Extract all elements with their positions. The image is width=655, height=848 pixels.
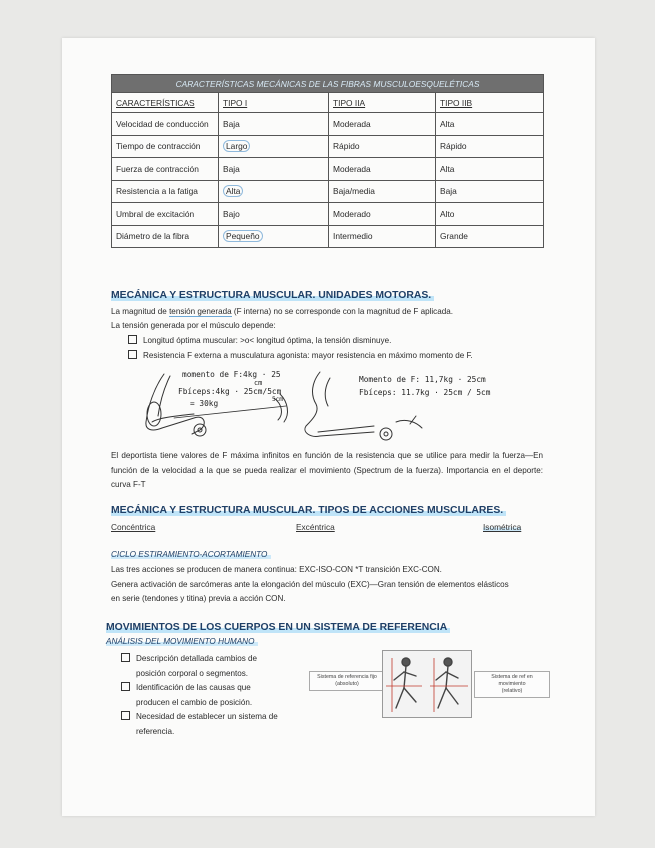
table-cell: Moderado: [329, 203, 436, 226]
list-item: [121, 681, 297, 710]
fiber-characteristics-table: [111, 74, 544, 248]
tension-line: [111, 305, 453, 319]
checkbox-icon: [121, 653, 130, 662]
table-cell: Baja: [436, 180, 544, 203]
table-cell: Resistencia a la fatiga: [112, 180, 219, 203]
runner-illustration: [382, 650, 472, 718]
list-item: [121, 652, 297, 681]
item-text: Descripción detallada cambios de: [136, 654, 258, 663]
activation-line: Genera activación de sarcómeras ante la elongación del músculo (EXC)—Gran tensión de elementos elásticos: [111, 580, 509, 589]
table-cell: Baja: [219, 113, 329, 136]
subheading-text: ANÁLISIS DEL MOVIMIENTO HUMANO: [106, 637, 258, 646]
item-text: posición corporal o segmentos.: [136, 668, 249, 678]
heading-text: MECÁNICA Y ESTRUCTURA MUSCULAR. TIPOS DE ACCIONES MUSCULARES.: [111, 505, 506, 516]
table-cell: Diámetro de la fibra: [112, 225, 219, 248]
check-item: [128, 349, 473, 363]
subheading-stretch-shortening: [111, 550, 271, 559]
subheading-movement-analysis: [106, 637, 258, 646]
table-cell: Fuerza de contracción: [112, 158, 219, 181]
table-title: CARACTERÍSTICAS MECÁNICAS DE LAS FIBRAS MUSCULOESQUELÉTICAS: [112, 75, 544, 93]
table-cell: Alta: [436, 113, 544, 136]
table-cell: Rápido: [436, 135, 544, 158]
table-row: [112, 158, 544, 181]
circled-value: Pequeño: [223, 230, 263, 242]
fixed-reference-box: [309, 671, 385, 691]
table-header-row: [112, 93, 544, 113]
heading-text: MOVIMIENTOS DE LOS CUERPOS EN UN SISTEMA DE REFERENCIA: [106, 622, 450, 633]
table-cell: Baja/media: [329, 180, 436, 203]
table-cell: Alto: [436, 203, 544, 226]
table-cell: Tiempo de contracción: [112, 135, 219, 158]
checkbox-icon: [128, 335, 137, 344]
checkbox-icon: [121, 682, 130, 691]
table-cell: Moderada: [329, 158, 436, 181]
table-cell: Baja: [219, 158, 329, 181]
check-item: [128, 334, 391, 348]
force-paragraph: El deportista tiene valores de F máxima infinitos en función de la resistencia que se utilice para medir la fuerza—En función de la velocidad a la que se pueda realizar el movimiento (Spectrum de la fuerza). Importancia en el deporte: curva F-T: [111, 451, 543, 489]
calc-line: Momento de F: 11,7kg · 25cm: [359, 375, 486, 384]
table-cell: [219, 135, 329, 158]
calc-line: Fbíceps:4kg · 25cm/5cm: [178, 387, 282, 396]
depends-line: La tensión generada por el músculo depende:: [111, 321, 276, 330]
table-cell: Moderada: [329, 113, 436, 136]
calc-line: Fbíceps: 11.7kg · 25cm / 5cm: [359, 388, 491, 397]
item-text: referencia.: [136, 726, 175, 736]
section-heading-motor-units: [111, 290, 434, 301]
action-isometric: [483, 522, 521, 532]
box-text: (relativo): [501, 688, 523, 694]
header-cell: TIPO IIA: [329, 93, 436, 113]
box-text: (absoluto): [335, 681, 359, 687]
table-cell: Grande: [436, 225, 544, 248]
item-text: Identificación de las causas que: [136, 683, 251, 692]
header-cell: CARACTERÍSTICAS: [112, 93, 219, 113]
calc-line: cm: [254, 379, 263, 387]
item-text: producen el cambio de posición.: [136, 697, 253, 707]
table-row: [112, 203, 544, 226]
continuous-line: Las tres acciones se producen de manera continua: EXC-ISO-CON *T transición EXC-CON.: [111, 565, 442, 574]
box-text: Sistema de ref en movimiento: [491, 674, 533, 687]
box-text: Sistema de referencia fijo: [317, 674, 377, 680]
document-page: [62, 38, 595, 816]
check-label: Longitud óptima muscular: >o< longitud óptima, la tensión disminuye.: [143, 336, 392, 345]
table-cell: Intermedio: [329, 225, 436, 248]
checkbox-icon: [121, 711, 130, 720]
calc-line: momento de F:4kg · 25: [182, 370, 281, 379]
text-part: La magnitud de: [111, 307, 170, 316]
table-cell: Velocidad de conducción: [112, 113, 219, 136]
header-cell: TIPO I: [219, 93, 329, 113]
table-cell: [219, 225, 329, 248]
item-text: Necesidad de establecer un sistema de: [136, 712, 278, 721]
check-label: Resistencia F externa a musculatura agonista: mayor resistencia en máximo momento de F.: [143, 351, 473, 360]
subheading-text: CICLO ESTIRAMIENTO-ACORTAMIENTO: [111, 550, 271, 559]
list-item: [121, 710, 307, 739]
checkbox-icon: [128, 350, 137, 359]
table-cell: [219, 180, 329, 203]
action-eccentric: Excéntrica: [296, 522, 335, 532]
table-row: [112, 180, 544, 203]
table-row: [112, 113, 544, 136]
action-concentric: Concéntrica: [111, 522, 156, 532]
table-cell: Umbral de excitación: [112, 203, 219, 226]
table-cell: Rápido: [329, 135, 436, 158]
circled-value: Largo: [223, 140, 250, 152]
elastic-line: en serie (tendones y titina) previa a acción CON.: [111, 594, 286, 603]
action-label: Isométrica: [483, 522, 522, 532]
table-cell: Bajo: [219, 203, 329, 226]
table-row: [112, 225, 544, 248]
section-heading-reference-system: [106, 622, 450, 633]
header-cell: TIPO IIB: [436, 93, 544, 113]
section-heading-muscle-actions: [111, 505, 506, 516]
circled-value: Alta: [223, 185, 243, 197]
table-row: [112, 135, 544, 158]
table-cell: Alta: [436, 158, 544, 181]
heading-text: MECÁNICA Y ESTRUCTURA MUSCULAR. UNIDADES MOTORAS.: [111, 290, 434, 301]
underlined-term: tensión generada: [169, 307, 232, 316]
calc-line: = 30kg: [190, 399, 219, 408]
moving-reference-box: [474, 671, 550, 698]
text-part: (F interna) no se corresponde con la magnitud de F aplicada.: [231, 307, 453, 316]
calc-line: 5cm: [272, 396, 283, 403]
